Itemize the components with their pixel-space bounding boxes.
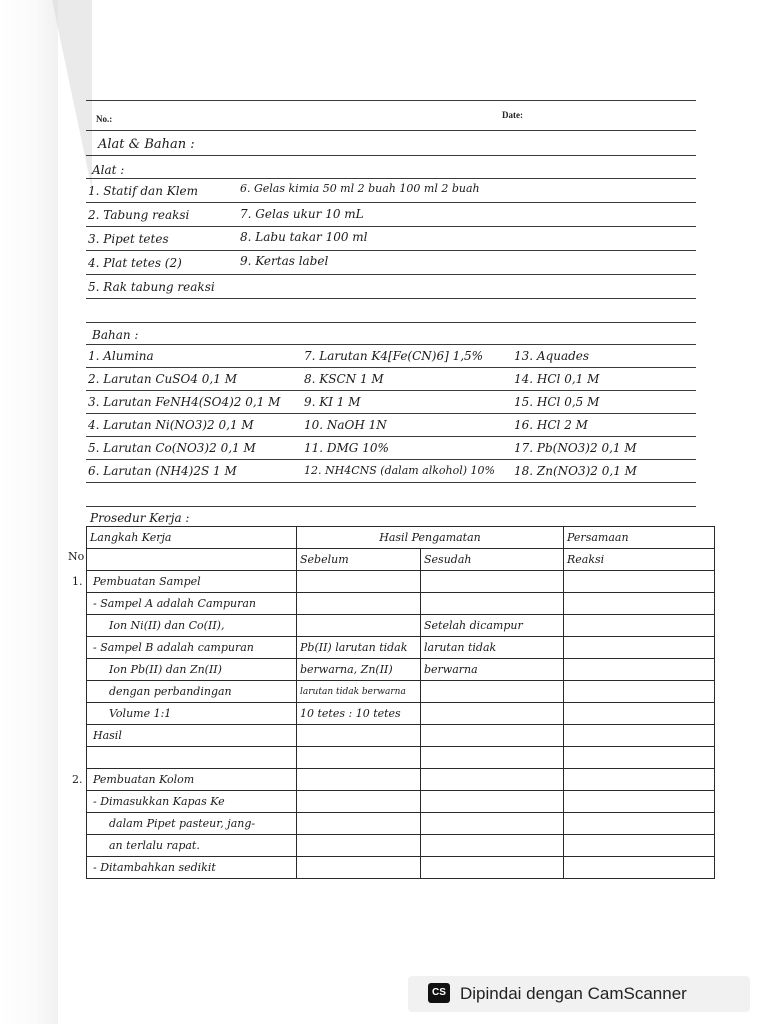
header-langkah: Langkah Kerja bbox=[87, 527, 297, 549]
camscanner-badge bbox=[408, 976, 750, 1012]
table-row bbox=[87, 681, 715, 703]
bahan-item: 11. DMG 10% bbox=[304, 441, 389, 455]
cell-langkah: Ion Pb(II) dan Zn(II) bbox=[87, 659, 297, 681]
rule bbox=[86, 178, 696, 179]
cell-reaksi bbox=[564, 769, 715, 791]
cell-reaksi bbox=[564, 659, 715, 681]
section-title: Alat & Bahan : bbox=[98, 137, 195, 152]
header-blank bbox=[87, 549, 297, 571]
rule bbox=[86, 344, 696, 345]
cell-reaksi bbox=[564, 813, 715, 835]
cell-sesudah bbox=[421, 725, 564, 747]
cell-sesudah bbox=[421, 593, 564, 615]
bahan-item: 1. Alumina bbox=[88, 349, 154, 363]
alat-heading: Alat : bbox=[92, 163, 125, 177]
rule bbox=[86, 298, 696, 299]
bahan-item: 3. Larutan FeNH4(SO4)2 0,1 M bbox=[88, 395, 281, 409]
alat-item: 8. Labu takar 100 ml bbox=[240, 230, 368, 244]
rule bbox=[86, 322, 696, 323]
procedure-body bbox=[87, 571, 715, 879]
table-header-row bbox=[87, 527, 715, 549]
cell-reaksi bbox=[564, 791, 715, 813]
cell-langkah: an terlalu rapat. bbox=[87, 835, 297, 857]
procedure-table bbox=[86, 526, 715, 879]
bahan-item: 13. Aquades bbox=[514, 349, 590, 363]
alat-item: 4. Plat tetes (2) bbox=[88, 256, 182, 270]
rule bbox=[86, 250, 696, 251]
table-row bbox=[87, 813, 715, 835]
cell-sebelum bbox=[297, 791, 421, 813]
bahan-heading: Bahan : bbox=[92, 328, 139, 342]
cell-sebelum bbox=[297, 835, 421, 857]
rule bbox=[86, 274, 696, 275]
cell-reaksi bbox=[564, 703, 715, 725]
bahan-item: 5. Larutan Co(NO3)2 0,1 M bbox=[88, 441, 256, 455]
alat-item: 3. Pipet tetes bbox=[88, 232, 169, 246]
table-row bbox=[87, 615, 715, 637]
alat-item: 5. Rak tabung reaksi bbox=[88, 280, 215, 294]
page-edge-shadow bbox=[0, 0, 58, 1024]
camscanner-logo-icon: CS bbox=[428, 983, 450, 1003]
row-number: 2. bbox=[72, 773, 83, 786]
cell-langkah: - Sampel B adalah campuran bbox=[87, 637, 297, 659]
bahan-item: 10. NaOH 1N bbox=[304, 418, 387, 432]
rule bbox=[86, 482, 696, 483]
cell-langkah: Pembuatan Kolom bbox=[87, 769, 297, 791]
date-label: Date: bbox=[502, 110, 523, 120]
cell-sesudah bbox=[421, 681, 564, 703]
top-rule bbox=[86, 100, 696, 101]
cell-langkah: - Sampel A adalah Campuran bbox=[87, 593, 297, 615]
cell-sesudah bbox=[421, 747, 564, 769]
cell-sebelum: larutan tidak berwarna bbox=[297, 681, 421, 703]
cell-sesudah: berwarna bbox=[421, 659, 564, 681]
no-column-header: No bbox=[68, 550, 85, 563]
cell-reaksi bbox=[564, 593, 715, 615]
cell-reaksi bbox=[564, 571, 715, 593]
alat-item: 2. Tabung reaksi bbox=[88, 208, 190, 222]
cell-reaksi bbox=[564, 747, 715, 769]
cell-sebelum bbox=[297, 769, 421, 791]
rule bbox=[86, 413, 696, 414]
rule bbox=[86, 367, 696, 368]
bahan-item: 14. HCl 0,1 M bbox=[514, 372, 600, 386]
header-persamaan: Persamaan bbox=[564, 527, 715, 549]
table-row bbox=[87, 703, 715, 725]
cell-sesudah bbox=[421, 857, 564, 879]
prosedur-title: Prosedur Kerja : bbox=[90, 511, 190, 525]
cell-sebelum bbox=[297, 571, 421, 593]
header-sebelum: Sebelum bbox=[297, 549, 421, 571]
bahan-item: 18. Zn(NO3)2 0,1 M bbox=[514, 464, 637, 478]
cell-sesudah bbox=[421, 835, 564, 857]
table-row bbox=[87, 747, 715, 769]
table-subheader-row bbox=[87, 549, 715, 571]
table-row bbox=[87, 791, 715, 813]
cell-langkah: Pembuatan Sampel bbox=[87, 571, 297, 593]
table-row bbox=[87, 659, 715, 681]
cell-sesudah bbox=[421, 703, 564, 725]
cell-sesudah bbox=[421, 769, 564, 791]
cell-langkah bbox=[87, 747, 297, 769]
page-fold-shadow bbox=[52, 0, 92, 190]
rule bbox=[86, 459, 696, 460]
header-hasil: Hasil Pengamatan bbox=[297, 527, 564, 549]
bahan-item: 8. KSCN 1 M bbox=[304, 372, 384, 386]
cell-reaksi bbox=[564, 835, 715, 857]
bahan-item: 6. Larutan (NH4)2S 1 M bbox=[88, 464, 237, 478]
table-row bbox=[87, 857, 715, 879]
cell-reaksi bbox=[564, 637, 715, 659]
bahan-item: 9. KI 1 M bbox=[304, 395, 361, 409]
alat-item: 1. Statif dan Klem bbox=[88, 184, 199, 198]
alat-item: 6. Gelas kimia 50 ml 2 buah 100 ml 2 buah bbox=[240, 182, 480, 195]
header-sesudah: Sesudah bbox=[421, 549, 564, 571]
table-row bbox=[87, 835, 715, 857]
cell-langkah: Ion Ni(II) dan Co(II), bbox=[87, 615, 297, 637]
cell-sebelum bbox=[297, 747, 421, 769]
rule bbox=[86, 436, 696, 437]
rule bbox=[86, 155, 696, 156]
cell-sesudah bbox=[421, 571, 564, 593]
alat-item: 7. Gelas ukur 10 mL bbox=[240, 207, 364, 221]
no-label: No.: bbox=[96, 114, 113, 124]
bahan-item: 4. Larutan Ni(NO3)2 0,1 M bbox=[88, 418, 254, 432]
cell-sebelum bbox=[297, 813, 421, 835]
cell-reaksi bbox=[564, 857, 715, 879]
cell-langkah: - Dimasukkan Kapas Ke bbox=[87, 791, 297, 813]
cell-sebelum bbox=[297, 615, 421, 637]
bahan-item: 15. HCl 0,5 M bbox=[514, 395, 600, 409]
cell-reaksi bbox=[564, 725, 715, 747]
bahan-item: 16. HCl 2 M bbox=[514, 418, 588, 432]
cell-sesudah: larutan tidak bbox=[421, 637, 564, 659]
bahan-item: 7. Larutan K4[Fe(CN)6] 1,5% bbox=[304, 349, 484, 363]
bahan-item: 17. Pb(NO3)2 0,1 M bbox=[514, 441, 637, 455]
cell-sebelum: berwarna, Zn(II) bbox=[297, 659, 421, 681]
header-rule bbox=[86, 130, 696, 131]
header-reaksi: Reaksi bbox=[564, 549, 715, 571]
cell-sesudah bbox=[421, 791, 564, 813]
cell-langkah: dalam Pipet pasteur, jang- bbox=[87, 813, 297, 835]
cell-sebelum: Pb(II) larutan tidak bbox=[297, 637, 421, 659]
table-row bbox=[87, 571, 715, 593]
cell-sebelum bbox=[297, 725, 421, 747]
table-row bbox=[87, 725, 715, 747]
rule bbox=[86, 390, 696, 391]
alat-item: 9. Kertas label bbox=[240, 254, 329, 268]
row-number: 1. bbox=[72, 575, 83, 588]
cell-sebelum bbox=[297, 593, 421, 615]
bahan-item: 2. Larutan CuSO4 0,1 M bbox=[88, 372, 237, 386]
cell-langkah: dengan perbandingan bbox=[87, 681, 297, 703]
cell-langkah: Volume 1:1 bbox=[87, 703, 297, 725]
cell-sebelum bbox=[297, 857, 421, 879]
cell-langkah: - Ditambahkan sedikit bbox=[87, 857, 297, 879]
cell-langkah: Hasil bbox=[87, 725, 297, 747]
cell-sesudah: Setelah dicampur bbox=[421, 615, 564, 637]
cell-reaksi bbox=[564, 615, 715, 637]
cell-sebelum: 10 tetes : 10 tetes bbox=[297, 703, 421, 725]
camscanner-text: Dipindai dengan CamScanner bbox=[460, 984, 687, 1003]
cell-sesudah bbox=[421, 813, 564, 835]
rule bbox=[86, 202, 696, 203]
rule bbox=[86, 226, 696, 227]
cell-reaksi bbox=[564, 681, 715, 703]
table-row bbox=[87, 769, 715, 791]
rule bbox=[86, 506, 696, 507]
bahan-item: 12. NH4CNS (dalam alkohol) 10% bbox=[304, 464, 496, 477]
table-row bbox=[87, 637, 715, 659]
table-row bbox=[87, 593, 715, 615]
